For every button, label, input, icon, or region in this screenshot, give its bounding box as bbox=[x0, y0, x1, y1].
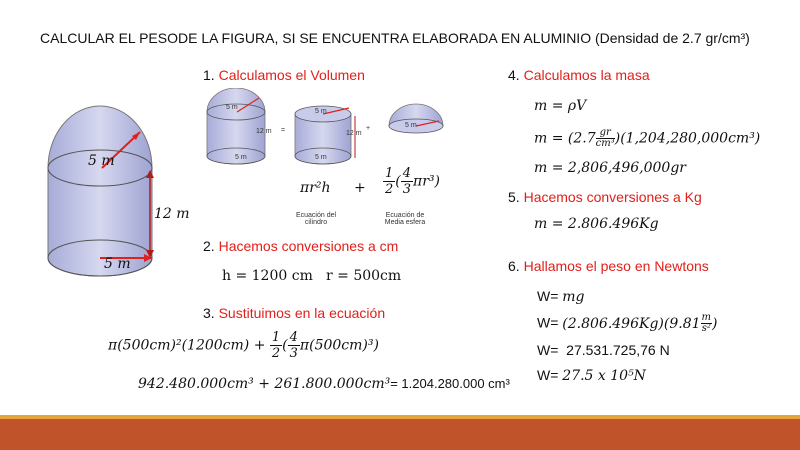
radius-label: 5 m bbox=[88, 153, 115, 169]
weight-result: W= 27.531.725,76 N bbox=[537, 342, 670, 358]
thumb-radius-4: 5 m bbox=[315, 154, 327, 161]
caption-cylinder: Ecuación del cilindro bbox=[295, 212, 337, 226]
height-conversion: h = 1200 cm bbox=[222, 268, 313, 284]
thumb-plus: + bbox=[366, 125, 371, 132]
mass-kg: m = 2.806.496Kg bbox=[534, 216, 659, 232]
caption-half-sphere: Ecuación de Media esfera bbox=[384, 212, 426, 226]
step1-heading: 1. Calculamos el Volumen bbox=[203, 67, 365, 83]
substitution-result: 942.480.000cm³ + 261.800.000cm³= 1.204.280.000 cm³ bbox=[138, 376, 510, 392]
step4-heading: 4. Calculamos la masa bbox=[508, 67, 650, 83]
thumb-height-2: 12 m bbox=[346, 130, 362, 137]
formula-half-sphere: $\frac{1}{2}$ ( $\frac{4}{3}$ πr³) bbox=[385, 166, 441, 197]
step2-heading: 2. Hacemos conversiones a cm bbox=[203, 238, 399, 254]
mass-formula: m = ρV bbox=[534, 98, 587, 114]
substitution-equation: π(500cm)²(1200cm) + $\frac{1}{2}$ ( $\frac{4}{3}$ π(500cm)³) bbox=[108, 330, 379, 361]
height-label: 12 m bbox=[154, 206, 190, 222]
weight-substitution: W= (2.806.496Kg)(9.81 $\frac{m}{\text{s²}}$ ) bbox=[537, 312, 718, 334]
formula-cylinder: πr²h bbox=[300, 180, 331, 196]
step5-heading: 5. Hacemos conversiones a Kg bbox=[508, 189, 702, 205]
thumb-radius-1: 5 m bbox=[226, 104, 238, 111]
step3-heading: 3. Sustituimos en la ecuación bbox=[203, 305, 386, 321]
weight-formula: W= mg bbox=[537, 288, 585, 305]
thumb-equals: = bbox=[281, 127, 286, 134]
formula-plus: + bbox=[354, 180, 366, 196]
weight-scientific: W= 27.5 x 10⁵N bbox=[537, 367, 646, 384]
base-radius-label: 5 m bbox=[104, 256, 131, 272]
thumb-radius-3: 5 m bbox=[315, 108, 327, 115]
mass-substitution: m = (2.7 $\frac{gr}{\text{cm³}}$ )(1,204,280,000cm³) bbox=[534, 127, 761, 149]
page-title: CALCULAR EL PESODE LA FIGURA, SI SE ENCUENTRA ELABORADA EN ALUMINIO (Densidad de 2.7 gr/cm³) bbox=[40, 30, 750, 46]
thumb-radius-2: 5 m bbox=[235, 154, 247, 161]
step6-heading: 6. Hallamos el peso en Newtons bbox=[508, 258, 709, 274]
mass-result: m = 2,806,496,000gr bbox=[534, 160, 686, 176]
footer-bar bbox=[0, 419, 800, 450]
thumb-height-1: 12 m bbox=[256, 128, 272, 135]
thumb-radius-5: 5 m bbox=[405, 122, 417, 129]
radius-conversion: r = 500cm bbox=[326, 268, 402, 284]
